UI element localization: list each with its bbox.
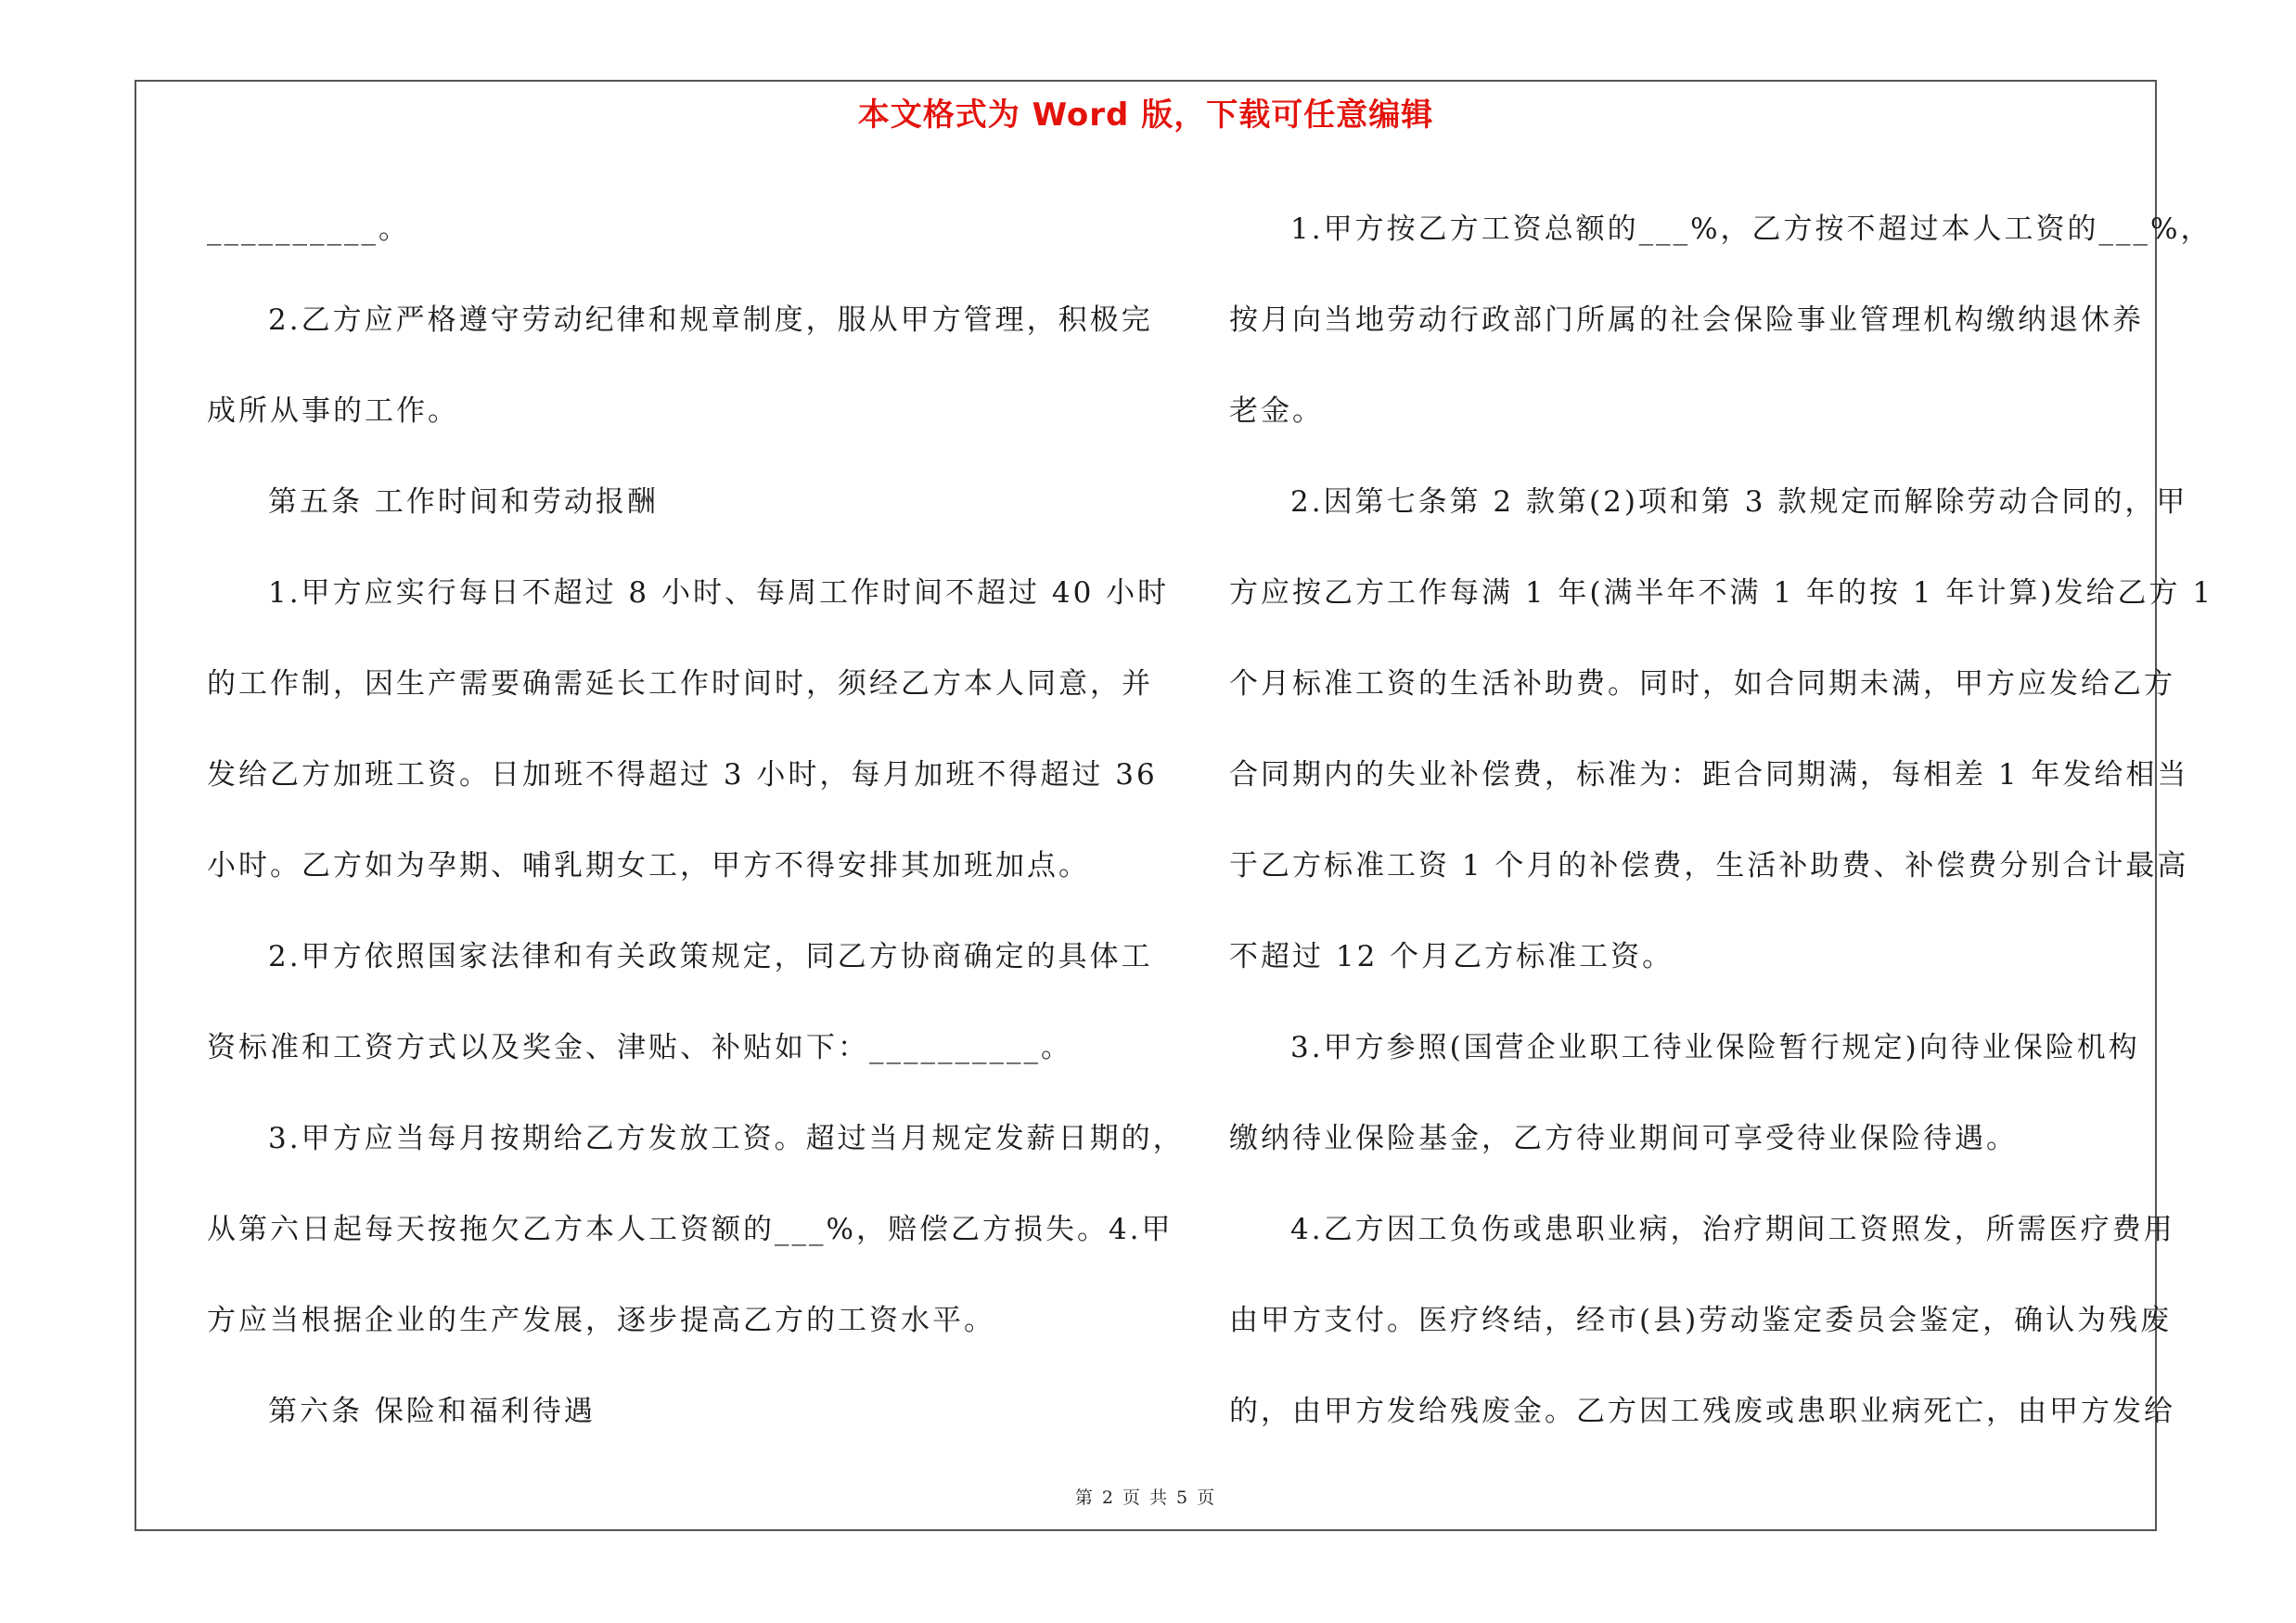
- page-header-banner: 本文格式为 Word 版，下载可任意编辑: [857, 97, 1434, 134]
- text-line: 1.甲方按乙方工资总额的___%，乙方按不超过本人工资的___%，: [1290, 213, 2213, 246]
- section-heading: 第五条 工作时间和劳动报酬: [268, 485, 659, 519]
- text-line: 4.乙方因工负伤或患职业病，治疗期间工资照发，所需医疗费用: [1290, 1213, 2175, 1246]
- text-line: 发给乙方加班工资。日加班不得超过 3 小时，每月加班不得超过 36: [207, 758, 1158, 792]
- right-text-column: [1229, 184, 2214, 1457]
- text-line: 的，由甲方发给残废金。乙方因工残废或患职业病死亡，由甲方发给: [1229, 1395, 2175, 1428]
- text-line: 小时。乙方如为孕期、哺乳期女工，甲方不得安排其加班加点。: [207, 849, 1090, 882]
- left-text-column: [207, 184, 1185, 1457]
- text-line: __________。: [207, 213, 410, 246]
- text-line: 缴纳待业保险基金，乙方待业期间可享受待业保险待遇。: [1229, 1122, 2018, 1155]
- text-line: 3.甲方参照(国营企业职工待业保险暂行规定)向待业保险机构: [1290, 1031, 2140, 1064]
- text-line: 不超过 12 个月乙方标准工资。: [1229, 940, 1674, 973]
- text-line: 成所从事的工作。: [207, 394, 459, 428]
- text-line: 老金。: [1229, 394, 1324, 428]
- text-line: 3.甲方应当每月按期给乙方发放工资。超过当月规定发薪日期的，: [268, 1122, 1185, 1155]
- text-line: 合同期内的失业补偿费，标准为：距合同期满，每相差 1 年发给相当: [1229, 758, 2189, 792]
- text-line: 个月标准工资的生活补助费。同时，如合同期未满，甲方应发给乙方: [1229, 667, 2175, 701]
- page-number: 第 2 页 共 5 页: [1074, 1488, 1217, 1508]
- text-line: 由甲方支付。医疗终结，经市(县)劳动鉴定委员会鉴定，确认为残废: [1229, 1304, 2173, 1337]
- text-line: 从第六日起每天按拖欠乙方本人工资额的___%，赔偿乙方损失。4.甲: [207, 1213, 1174, 1246]
- text-line: 2.甲方依照国家法律和有关政策规定，同乙方协商确定的具体工: [268, 940, 1153, 973]
- text-line: 2.乙方应严格遵守劳动纪律和规章制度，服从甲方管理，积极完: [268, 303, 1153, 337]
- text-line: 按月向当地劳动行政部门所属的社会保险事业管理机构缴纳退休养: [1229, 303, 2144, 337]
- text-line: 1.甲方应实行每日不超过 8 小时、每周工作时间不超过 40 小时: [268, 576, 1170, 610]
- section-heading: 第六条 保险和福利待遇: [268, 1395, 596, 1428]
- text-line: 2.因第七条第 2 款第(2)项和第 3 款规定而解除劳动合同的，甲: [1290, 485, 2188, 519]
- document-page: [135, 80, 2214, 1531]
- text-line: 资标准和工资方式以及奖金、津贴、补贴如下：__________。: [207, 1031, 1072, 1064]
- text-line: 方应按乙方工作每满 1 年(满半年不满 1 年的按 1 年计算)发给乙方 1: [1229, 576, 2214, 610]
- text-line: 的工作制，因生产需要确需延长工作时间时，须经乙方本人同意，并: [207, 667, 1153, 701]
- text-line: 方应当根据企业的生产发展，逐步提高乙方的工资水平。: [207, 1304, 995, 1337]
- text-line: 于乙方标准工资 1 个月的补偿费，生活补助费、补偿费分别合计最高: [1229, 849, 2189, 882]
